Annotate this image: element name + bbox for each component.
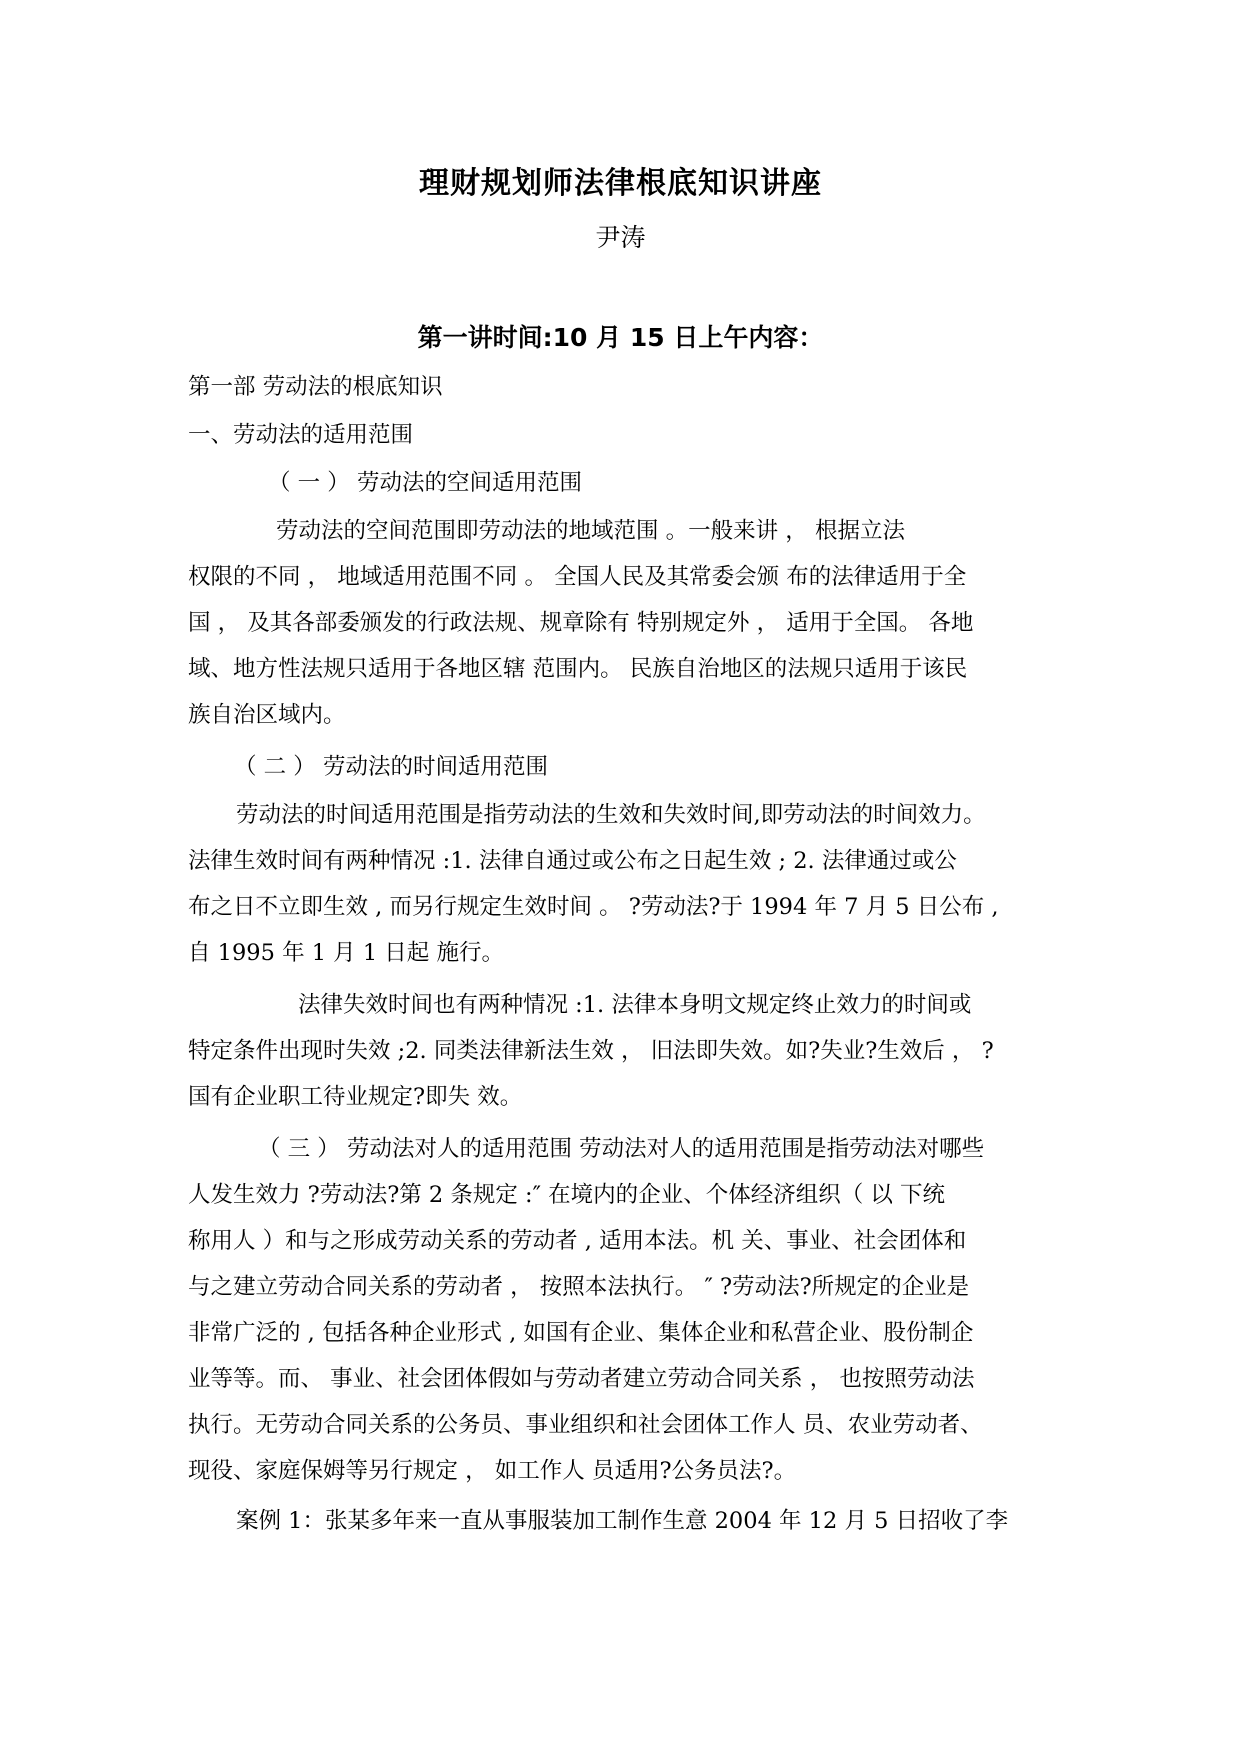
paragraph-line: 与之建立劳动合同关系的劳动者 ， 按照本法执行。 ″ ?劳动法?所规定的企业是 bbox=[188, 1274, 970, 1300]
paragraph-line: 法律失效时间也有两种情况 :1. 法律本身明文规定终止效力的时间或 bbox=[298, 992, 972, 1018]
paragraph-line: 权限的不同 ， 地域适用范围不同 。 全国人民及其常委会颁 布的法律适用于全 bbox=[188, 564, 967, 590]
paragraph-line: 现役、家庭保姆等另行规定 ， 如工作人 员适用?公务员法?。 bbox=[188, 1458, 797, 1484]
lecture-heading: 第一讲时间:10 月 15 日上午内容： bbox=[417, 323, 824, 352]
document-author: 尹涛 bbox=[595, 223, 646, 252]
paragraph-line: 人发生效力 ?劳动法?第 2 条规定 :″ 在境内的企业、个体经济组织（ 以 下统 bbox=[188, 1182, 945, 1208]
paragraph-line: 国有企业职工待业规定?即失 效。 bbox=[188, 1084, 523, 1110]
subsection-heading: 一、劳动法的适用范围 bbox=[188, 422, 414, 448]
paragraph-line: 称用人 ）和与之形成劳动关系的劳动者 , 适用本法。机 关、事业、社会团体和 bbox=[188, 1228, 967, 1254]
item-heading: （ 二 ） 劳动法的时间适用范围 bbox=[234, 754, 548, 780]
paragraph-line: 特定条件出现时失效 ;2. 同类法律新法生效 ， 旧法即失效。如?失业?生效后 ， ? bbox=[188, 1038, 994, 1064]
paragraph-line: 族自治区域内。 bbox=[188, 702, 346, 728]
paragraph-line: 国 ， 及其各部委颁发的行政法规、规章除有 特别规定外 ， 适用于全国。 各地 bbox=[188, 610, 974, 636]
paragraph-line: 非常广泛的 , 包括各种企业形式 , 如国有企业、集体企业和私营企业、股份制企 bbox=[188, 1320, 974, 1346]
item-heading: （ 一 ） 劳动法的空间适用范围 bbox=[268, 470, 582, 496]
case-line: 案例 1：张某多年来一直从事服装加工制作生意 2004 年 12 月 5 日招收了李 bbox=[236, 1508, 1009, 1534]
paragraph-line: 布之日不立即生效 , 而另行规定生效时间 。 ?劳动法?于 1994 年 7 月 5 日公布 , bbox=[188, 894, 999, 920]
paragraph-line: 域、地方性法规只适用于各地区辖 范围内。 民族自治地区的法规只适用于该民 bbox=[188, 656, 968, 682]
paragraph-line: 执行。无劳动合同关系的公务员、事业组织和社会团体工作人 员、农业劳动者、 bbox=[188, 1412, 983, 1438]
paragraph-line: 法律生效时间有两种情况 :1. 法律自通过或公布之日起生效 ; 2. 法律通过或公 bbox=[188, 848, 957, 874]
section-heading: 第一部 劳动法的根底知识 bbox=[188, 374, 443, 400]
paragraph-line: 劳动法的时间适用范围是指劳动法的生效和失效时间,即劳动法的时间效力。 bbox=[236, 802, 986, 828]
paragraph-line: （ 三 ） 劳动法对人的适用范围 劳动法对人的适用范围是指劳动法对哪些 bbox=[258, 1136, 985, 1162]
paragraph-line: 自 1995 年 1 月 1 日起 施行。 bbox=[188, 940, 504, 966]
paragraph-line: 劳动法的空间范围即劳动法的地域范围 。一般来讲 ， 根据立法 bbox=[276, 518, 905, 544]
paragraph-line: 业等等。而、 事业、社会团体假如与劳动者建立劳动合同关系 ， 也按照劳动法 bbox=[188, 1366, 975, 1392]
document-title: 理财规划师法律根底知识讲座 bbox=[419, 166, 822, 201]
